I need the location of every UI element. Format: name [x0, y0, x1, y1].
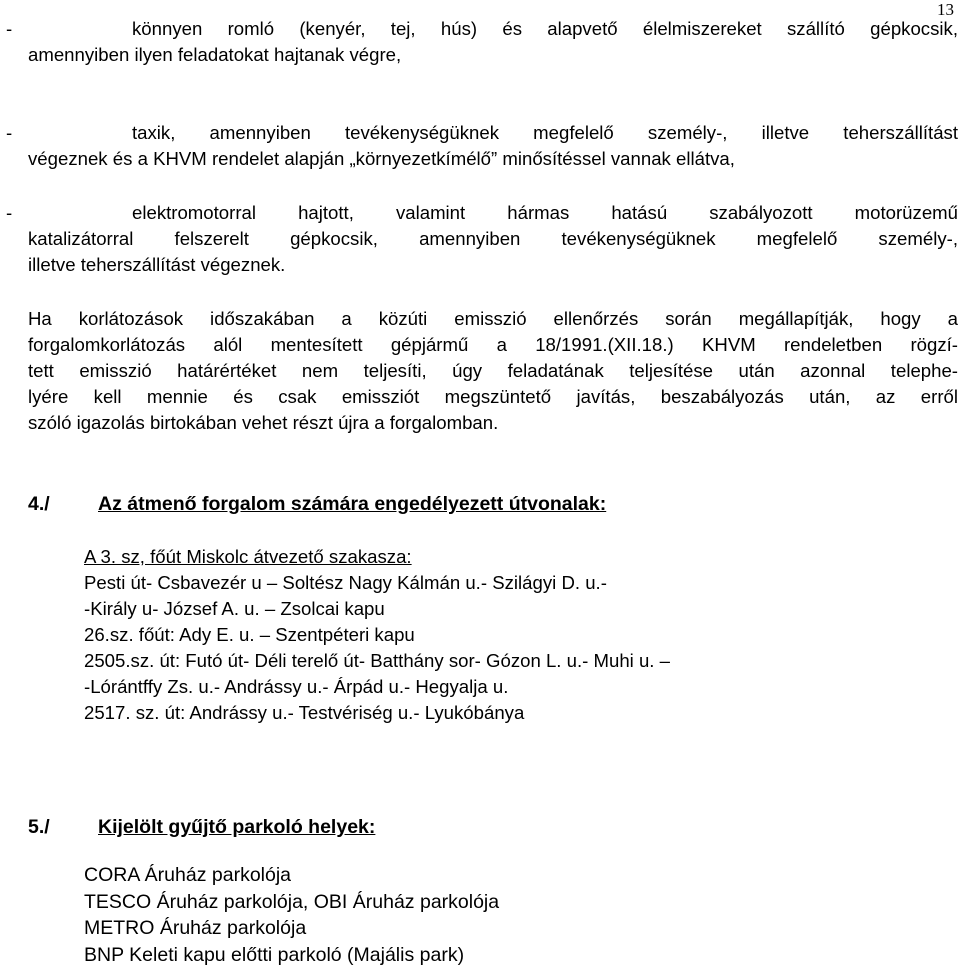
emission-paragraph [28, 306, 958, 436]
paragraph-line: forgalomkorlátozás alól mentesített gépjármű a 18/1991.(XII.18.) KHVM rendeletben rögzí- [28, 334, 958, 355]
bullet-line: illetve teherszállítást végeznek. [28, 254, 286, 275]
bullet-line: elektromotorral hajtott, valamint hármas hatású szabályozott motorüzemű [132, 202, 958, 223]
route-item: A 3. sz, főút Miskolc átvezető szakasza: [84, 546, 412, 567]
parking-item: CORA Áruház parkolója [84, 864, 292, 886]
bullet-dash: - [6, 202, 13, 223]
route-item: 2517. sz. út: Andrássy u.- Testvériség u.- Lyukóbánya [84, 702, 525, 723]
bullet-item [6, 120, 958, 172]
parking-list [84, 862, 499, 968]
paragraph-line: szóló igazolás birtokában vehet részt újra a forgalomban. [28, 412, 499, 433]
route-list [84, 544, 670, 726]
bullet-item [6, 16, 958, 68]
bullet-line: taxik, amennyiben tevékenységüknek megfelelő személy-, illetve teherszállítást [132, 122, 958, 143]
section-title: Az átmenő forgalom számára engedélyezett útvonalak: [98, 493, 607, 515]
section-number: 5./ [28, 816, 50, 838]
section-title: Kijelölt gyűjtő parkoló helyek: [98, 816, 376, 838]
bullet-item [6, 200, 958, 278]
bullet-dash: - [6, 122, 13, 143]
paragraph-line: lyére kell mennie és csak emissziót megszüntető javítás, beszabályozás után, az erről [28, 386, 958, 407]
bullet-line: könnyen romló (kenyér, tej, hús) és alapvető élelmiszereket szállító gépkocsik, [132, 18, 958, 39]
parking-item: METRO Áruház parkolója [84, 917, 307, 939]
paragraph-line: tett emisszió határértéket nem teljesíti, úgy feladatának teljesítése után azonnal telephe- [28, 360, 958, 381]
bullet-line: amennyiben ilyen feladatokat hajtanak végre, [28, 44, 402, 65]
bullet-dash: - [6, 18, 13, 39]
section-4-heading [28, 493, 606, 516]
route-item: 26.sz. főút: Ady E. u. – Szentpéteri kapu [84, 624, 415, 645]
parking-item: BNP Keleti kapu előtti parkoló (Majális park) [84, 943, 465, 966]
route-item: Pesti út- Csbavezér u – Soltész Nagy Kálmán u.- Szilágyi D. u.- [84, 572, 607, 593]
route-item: 2505.sz. út: Futó út- Déli terelő út- Batthány sor- Gózon L. u.- Muhi u. – [84, 650, 670, 671]
route-item: -Lórántffy Zs. u.- Andrássy u.- Árpád u.- Hegyalja u. [84, 676, 509, 697]
bullet-line: végeznek és a KHVM rendelet alapján „környezetkímélő” minősítéssel vannak ellátva, [28, 148, 735, 169]
section-number: 4./ [28, 493, 50, 515]
section-5-heading [28, 816, 375, 839]
paragraph-line: Ha korlátozások időszakában a közúti emisszió ellenőrzés során megállapítják, hogy a [28, 308, 958, 329]
route-item: -Király u- József A. u. – Zsolcai kapu [84, 598, 385, 619]
bullet-line: katalizátorral felszerelt gépkocsik, amennyiben tevékenységüknek megfelelő személy-, [28, 228, 958, 249]
parking-item: TESCO Áruház parkolója, OBI Áruház parkolója [84, 890, 500, 913]
page-number: 13 [937, 0, 954, 19]
